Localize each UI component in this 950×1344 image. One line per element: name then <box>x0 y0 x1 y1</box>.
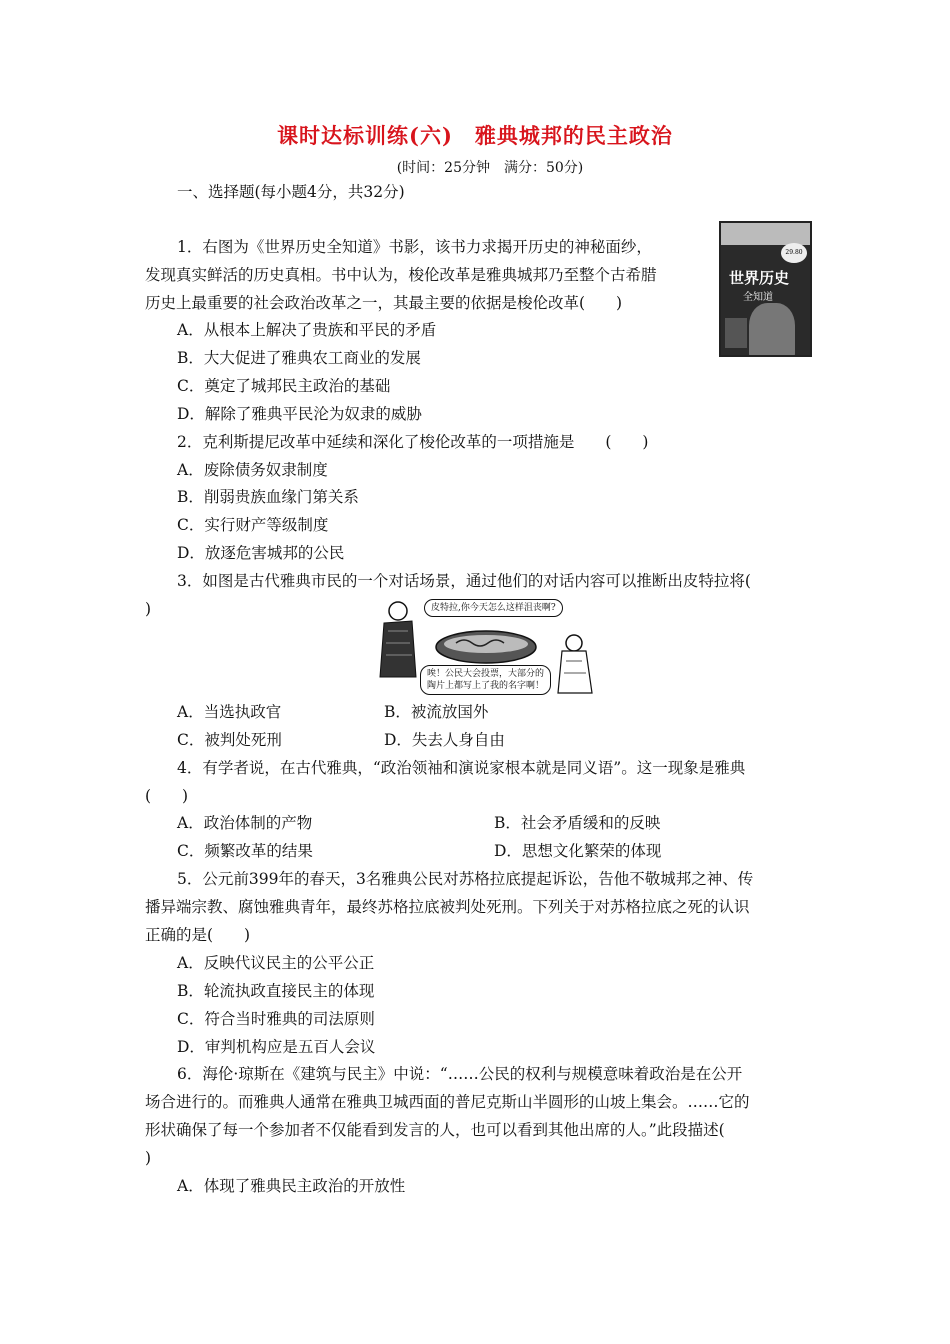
question-6-line-3: 形状确保了每一个参加者不仅能看到发言的人，也可以看到其他出席的人。”此段描述( <box>145 1121 725 1139</box>
question-6-line-4: ) <box>145 1149 152 1167</box>
question-3-line-2: ) <box>145 600 152 618</box>
page-subtitle: (时间：25分钟 满分：50分) <box>396 160 584 176</box>
book-cover-figure <box>725 318 747 348</box>
question-4-option-c: C．频繁改革的结果 <box>177 842 313 860</box>
speech-bubble-answer-line-2: 陶片上都写上了我的名字啊！ <box>427 681 545 691</box>
question-3-option-a: A．当选执政官 <box>177 703 282 721</box>
question-1-line-3: 历史上最重要的社会政治改革之一，其最主要的依据是梭伦改革( ) <box>145 294 623 312</box>
book-cover-band <box>721 223 810 245</box>
question-2-line-1: 2．克利斯提尼改革中延续和深化了梭伦改革的一项措施是 ( ) <box>177 433 649 451</box>
question-3-line-1: 3．如图是古代雅典市民的一个对话场景，通过他们的对话内容可以推断出皮特拉将( <box>177 572 751 590</box>
question-6-option-a: A．体现了雅典民主政治的开放性 <box>177 1177 406 1195</box>
question-1-option-d: D．解除了雅典平民沦为奴隶的威胁 <box>177 405 422 423</box>
question-1-option-c: C．奠定了城邦民主政治的基础 <box>177 377 391 395</box>
book-cover-subtitle: 全知道 <box>743 292 773 303</box>
question-2-option-a: A．废除债务奴隶制度 <box>177 461 328 479</box>
speech-bubble-answer-line-1: 唉！公民大会投票，大部分的 <box>427 669 545 679</box>
question-1-option-a: A．从根本上解决了贵族和平民的矛盾 <box>177 321 437 339</box>
question-6-line-1: 6．海伦·琼斯在《建筑与民主》中说：“……公民的权利与规模意味着政治是在公开 <box>177 1065 743 1083</box>
question-5-option-b: B．轮流执政直接民主的体现 <box>177 982 375 1000</box>
question-5-line-3: 正确的是( ) <box>145 926 251 944</box>
speech-bubble-question: 皮特拉,你今天怎么这样沮丧啊? <box>424 599 563 617</box>
question-6-line-2: 场合进行的。而雅典人通常在雅典卫城西面的普尼克斯山半圆形的山坡上集会。……它的 <box>145 1093 750 1111</box>
question-4-option-d: D．思想文化繁荣的体现 <box>494 842 662 860</box>
speech-bubble-answer <box>420 665 551 695</box>
question-3-option-d: D．失去人身自由 <box>384 731 505 749</box>
book-cover-statue <box>749 303 795 357</box>
section-heading: 一、选择题(每小题4分，共32分) <box>177 183 405 201</box>
question-4-option-b: B．社会矛盾缓和的反映 <box>494 814 661 832</box>
question-1-line-1: 1．右图为《世界历史全知道》书影，该书力求揭开历史的神秘面纱， <box>177 238 652 256</box>
question-5-option-a: A．反映代议民主的公平公正 <box>177 954 375 972</box>
question-5-line-2: 播异端宗教、腐蚀雅典青年，最终苏格拉底被判处死刑。下列关于对苏格拉底之死的认识 <box>145 898 750 916</box>
question-1-line-2: 发现真实鲜活的历史真相。书中认为，梭伦改革是雅典城邦乃至整个古希腊 <box>145 266 657 284</box>
book-cover-image <box>719 221 812 357</box>
question-2-option-c: C．实行财产等级制度 <box>177 516 329 534</box>
question-2-option-b: B．削弱贵族血缘门第关系 <box>177 488 359 506</box>
dialogue-cartoon <box>376 597 596 695</box>
page-title: 课时达标训练(六) 雅典城邦的民主政治 <box>277 123 673 148</box>
book-price-badge: 29.80 <box>781 243 807 263</box>
question-5-option-c: C．符合当时雅典的司法原则 <box>177 1010 375 1028</box>
question-2-option-d: D．放逐危害城邦的公民 <box>177 544 345 562</box>
question-5-line-1: 5．公元前399年的春天，3名雅典公民对苏格拉底提起诉讼，告他不敬城邦之神、传 <box>177 870 754 888</box>
question-3-option-c: C．被判处死刑 <box>177 731 282 749</box>
question-4-line-2: ( ) <box>145 787 189 805</box>
question-4-option-a: A．政治体制的产物 <box>177 814 313 832</box>
book-cover-title: 世界历史 <box>729 269 790 287</box>
question-5-option-d: D．审判机构应是五百人会议 <box>177 1038 376 1056</box>
question-4-line-1: 4．有学者说，在古代雅典，“政治领袖和演说家根本就是同义语”。这一现象是雅典 <box>177 759 746 777</box>
question-1-option-b: B．大大促进了雅典农工商业的发展 <box>177 349 421 367</box>
question-3-option-b: B．被流放国外 <box>384 703 489 721</box>
